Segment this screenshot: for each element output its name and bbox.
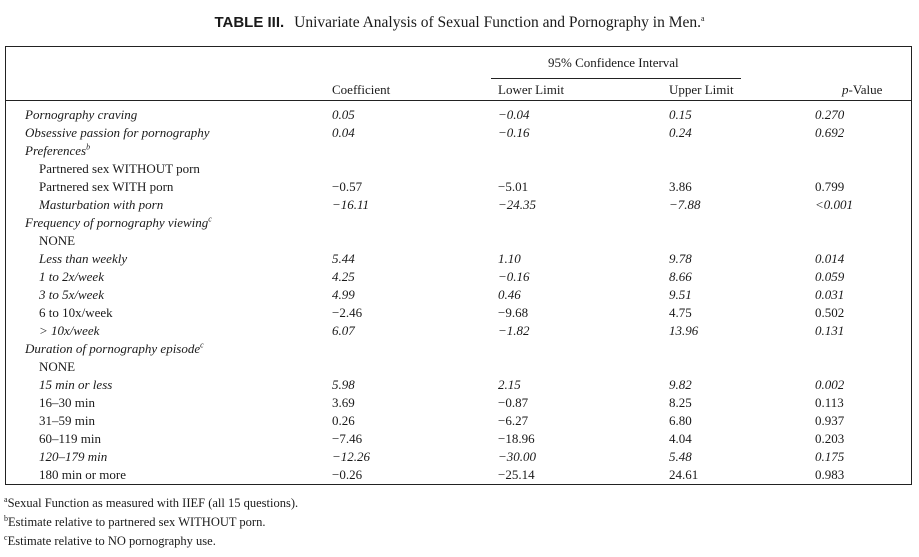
- upper-limit-cell: [669, 124, 692, 142]
- row-label-text: 120–179 min: [39, 449, 108, 465]
- row-label: [25, 106, 137, 124]
- coefficient-cell: [332, 322, 355, 340]
- coefficient-header: Coefficient: [332, 82, 391, 97]
- lower-limit-cell: [498, 178, 528, 196]
- upper-limit-cell-text: 4.04: [669, 431, 692, 447]
- lower-limit-cell-text: −0.04: [498, 107, 530, 122]
- footnote-b: [4, 515, 265, 530]
- row-label: [25, 142, 90, 160]
- lower-limit-cell: [498, 106, 530, 124]
- lower-limit-cell: [498, 430, 535, 448]
- coefficient-cell: [332, 394, 355, 412]
- upper-limit-cell: [669, 196, 701, 214]
- coefficient-cell: [332, 268, 355, 286]
- row-label: [39, 430, 101, 448]
- p-value-cell: [815, 394, 844, 412]
- p-value-cell-text: 0.270: [815, 107, 845, 122]
- row-label: [39, 160, 200, 178]
- upper-limit-cell: [669, 286, 692, 304]
- coefficient-cell-text: 4.99: [332, 287, 355, 303]
- p-value-cell-text: 0.059: [815, 269, 845, 285]
- footnote-c: [4, 534, 216, 549]
- table-title: Univariate Analysis of Sexual Function and Pornography in Men.: [294, 14, 701, 31]
- p-value-cell-text: 0.799: [815, 179, 845, 195]
- footnote-mark: a: [4, 494, 8, 504]
- coefficient-cell: [332, 196, 369, 214]
- footnote-mark: c: [4, 532, 8, 542]
- upper-limit-cell-text: 9.78: [669, 251, 692, 267]
- table-row: [0, 304, 919, 322]
- table-row: [0, 178, 919, 196]
- row-label: [39, 196, 163, 214]
- coefficient-cell-text: 4.25: [332, 269, 355, 285]
- upper-limit-cell-text: 9.51: [669, 287, 692, 303]
- table-row: [0, 160, 919, 178]
- lower-limit-cell-text: −9.68: [498, 305, 529, 321]
- row-label-text: 3 to 5x/week: [39, 287, 104, 303]
- p-value-cell-text: <0.001: [815, 197, 854, 213]
- lower-limit-cell-text: −25.14: [498, 467, 535, 483]
- table-row: [0, 358, 919, 376]
- p-value-cell-text: 0.203: [815, 431, 845, 447]
- row-label-text: 6 to 10x/week: [39, 305, 113, 321]
- lower-limit-cell-text: −0.16: [498, 125, 530, 141]
- table-body: [0, 106, 919, 484]
- row-label-text: 16–30 min: [39, 395, 95, 411]
- p-value-cell: [815, 412, 844, 430]
- footnote-mark: b: [86, 142, 91, 152]
- table-row: [0, 250, 919, 268]
- coefficient-cell-text: 0.26: [332, 413, 355, 429]
- row-label-text: Pornography craving: [25, 107, 138, 122]
- table-row: [0, 340, 919, 358]
- row-label-text: 1 to 2x/week: [39, 269, 104, 285]
- row-label: [39, 394, 95, 412]
- upper-limit-cell: [669, 376, 692, 394]
- lower-limit-cell: [498, 268, 530, 286]
- upper-limit-cell: [669, 448, 692, 466]
- lower-limit-cell-text: −18.96: [498, 431, 535, 447]
- p-value-cell: [815, 376, 844, 394]
- row-label: [25, 340, 204, 358]
- coefficient-cell: [332, 376, 355, 394]
- footnote-mark: c: [208, 214, 212, 224]
- lower-limit-cell: [498, 124, 530, 142]
- coefficient-cell: [332, 448, 370, 466]
- table-row: [0, 430, 919, 448]
- row-label: [25, 124, 210, 142]
- p-value-cell: [815, 466, 844, 484]
- coefficient-cell: [332, 286, 355, 304]
- coefficient-cell-text: −0.57: [332, 179, 363, 195]
- row-label-text: Preferences: [25, 143, 87, 159]
- lower-limit-cell: [498, 466, 535, 484]
- row-label-text: Masturbation with porn: [39, 197, 164, 213]
- lower-limit-cell: [498, 286, 521, 304]
- row-label-text: Obsessive passion for pornography: [25, 125, 210, 141]
- row-label-text: 31–59 min: [39, 413, 95, 429]
- lower-limit-cell: [498, 304, 528, 322]
- p-value-cell: [815, 250, 844, 268]
- footnote-mark: c: [200, 340, 204, 350]
- p-value-cell: [815, 106, 844, 124]
- upper-limit-cell-text: 3.86: [669, 179, 692, 195]
- row-label: [39, 232, 75, 250]
- table-row: [0, 196, 919, 214]
- coefficient-cell-text: 3.69: [332, 395, 355, 411]
- row-label-text: 180 min or more: [39, 467, 127, 483]
- coefficient-cell-text: 0.05: [332, 107, 355, 122]
- ci-group-header: 95% Confidence Interval: [548, 55, 679, 70]
- lower-limit-cell: [498, 250, 521, 268]
- coefficient-cell-text: 0.04: [332, 125, 355, 141]
- p-value-header-p: p: [842, 82, 849, 97]
- table-row: [0, 232, 919, 250]
- upper-limit-cell: [669, 268, 692, 286]
- lower-limit-cell-text: −24.35: [498, 197, 537, 213]
- p-value-cell-text: 0.175: [815, 449, 845, 465]
- coefficient-cell: [332, 124, 355, 142]
- row-label-text: Less than weekly: [39, 251, 128, 267]
- coefficient-cell-text: −12.26: [332, 449, 371, 465]
- table-row: [0, 142, 919, 160]
- p-value-cell-text: 0.937: [815, 413, 845, 429]
- lower-limit-cell-text: 2.15: [498, 377, 521, 393]
- coefficient-cell: [332, 430, 362, 448]
- p-value-cell-text: 0.014: [815, 251, 845, 267]
- row-label: [39, 448, 107, 466]
- p-value-header-rest: -Value: [848, 82, 883, 97]
- row-label: [39, 250, 127, 268]
- upper-limit-cell-text: 9.82: [669, 377, 692, 393]
- row-label: [39, 304, 113, 322]
- row-label: [39, 358, 75, 376]
- row-label: [39, 178, 173, 196]
- footnote-text: Estimate relative to partnered sex WITHOUT porn.: [8, 515, 266, 529]
- lower-limit-cell: [498, 376, 521, 394]
- row-label-text: Frequency of pornography viewing: [25, 215, 209, 231]
- upper-limit-cell: [669, 466, 698, 484]
- upper-limit-cell: [669, 412, 692, 430]
- header-rule: [5, 100, 912, 101]
- coefficient-cell-text: −2.46: [332, 305, 363, 321]
- p-value-cell: [815, 322, 844, 340]
- row-label: [39, 466, 126, 484]
- upper-limit-cell: [669, 178, 692, 196]
- p-value-cell: [815, 430, 844, 448]
- p-value-cell-text: 0.031: [815, 287, 845, 303]
- p-value-cell: [815, 268, 844, 286]
- coefficient-cell-text: 5.44: [332, 251, 355, 267]
- coefficient-cell-text: −0.26: [332, 467, 363, 483]
- upper-limit-cell-text: 0.24: [669, 125, 692, 141]
- p-value-cell-text: 0.131: [815, 323, 845, 339]
- p-value-cell: [815, 448, 844, 466]
- upper-limit-cell-text: −7.88: [669, 197, 701, 213]
- lower-limit-cell-text: −30.00: [498, 449, 537, 465]
- lower-limit-cell-text: −0.87: [498, 395, 529, 411]
- upper-limit-header: Upper Limit: [669, 82, 734, 97]
- ci-group-rule: [491, 78, 741, 79]
- coefficient-cell-text: −16.11: [332, 197, 370, 213]
- p-value-cell: [815, 196, 853, 214]
- p-value-cell-text: 0.002: [815, 377, 845, 393]
- upper-limit-cell: [669, 106, 692, 124]
- lower-limit-cell: [498, 196, 536, 214]
- table-row: [0, 214, 919, 232]
- row-label-text: NONE: [39, 233, 76, 249]
- row-label: [39, 412, 95, 430]
- footnote-text: Estimate relative to NO pornography use.: [7, 534, 216, 548]
- table-row: [0, 376, 919, 394]
- p-value-cell-text: 0.502: [815, 305, 845, 321]
- upper-limit-cell-text: 24.61: [669, 467, 699, 483]
- lower-limit-cell-text: −6.27: [498, 413, 529, 429]
- footnote-text: Sexual Function as measured with IIEF (all 15 questions).: [7, 496, 299, 510]
- p-value-cell: [815, 286, 844, 304]
- upper-limit-cell-text: 13.96: [669, 323, 699, 339]
- lower-limit-cell: [498, 448, 536, 466]
- coefficient-cell-text: −7.46: [332, 431, 363, 447]
- row-label: [39, 268, 104, 286]
- table-label: TABLE III.: [214, 14, 285, 31]
- footnote-a: [4, 496, 298, 511]
- lower-limit-cell-text: −5.01: [498, 179, 529, 195]
- table-caption: [0, 14, 919, 32]
- table-row: [0, 286, 919, 304]
- row-label-text: Partnered sex WITH porn: [39, 179, 174, 195]
- table-row: [0, 466, 919, 484]
- upper-limit-cell: [669, 322, 698, 340]
- p-value-cell: [815, 304, 844, 322]
- table-row: [0, 124, 919, 142]
- coefficient-cell: [332, 106, 355, 124]
- p-value-header: [842, 82, 882, 97]
- table-row: [0, 412, 919, 430]
- p-value-cell-text: 0.692: [815, 125, 845, 141]
- upper-limit-cell: [669, 430, 692, 448]
- table-row: [0, 322, 919, 340]
- coefficient-cell: [332, 412, 355, 430]
- upper-limit-cell-text: 5.48: [669, 449, 692, 465]
- row-label-text: Partnered sex WITHOUT porn: [39, 161, 200, 177]
- lower-limit-cell-text: 1.10: [498, 251, 521, 267]
- upper-limit-cell-text: 0.15: [669, 107, 692, 122]
- row-label-text: > 10x/week: [39, 323, 100, 339]
- upper-limit-cell-text: 6.80: [669, 413, 692, 429]
- row-label-text: NONE: [39, 359, 76, 375]
- row-label: [39, 376, 112, 394]
- row-label-text: 15 min or less: [39, 377, 113, 393]
- upper-limit-cell-text: 8.66: [669, 269, 692, 285]
- row-label-text: Duration of pornography episode: [25, 341, 201, 357]
- lower-limit-cell: [498, 394, 528, 412]
- lower-limit-header: Lower Limit: [498, 82, 565, 97]
- caption-footnote-mark: a: [701, 13, 705, 23]
- row-label: [25, 214, 212, 232]
- table-row: [0, 106, 919, 124]
- lower-limit-cell: [498, 412, 528, 430]
- upper-limit-cell-text: 4.75: [669, 305, 692, 321]
- p-value-cell-text: 0.113: [815, 395, 844, 411]
- p-value-cell: [815, 178, 844, 196]
- lower-limit-cell-text: −0.16: [498, 269, 530, 285]
- row-label: [39, 322, 99, 340]
- upper-limit-cell: [669, 304, 692, 322]
- lower-limit-cell-text: 0.46: [498, 287, 521, 303]
- footnote-mark: b: [4, 513, 8, 523]
- coefficient-cell: [332, 250, 355, 268]
- coefficient-cell: [332, 466, 362, 484]
- row-label: [39, 286, 104, 304]
- lower-limit-cell-text: −1.82: [498, 323, 530, 339]
- upper-limit-cell: [669, 394, 692, 412]
- coefficient-cell-text: 5.98: [332, 377, 355, 393]
- p-value-cell-text: 0.983: [815, 467, 845, 483]
- upper-limit-cell-text: 8.25: [669, 395, 692, 411]
- table-row: [0, 394, 919, 412]
- coefficient-cell-text: 6.07: [332, 323, 355, 339]
- table-row: [0, 448, 919, 466]
- coefficient-cell: [332, 304, 362, 322]
- table-row: [0, 268, 919, 286]
- coefficient-cell: [332, 178, 362, 196]
- row-label-text: 60–119 min: [39, 431, 101, 447]
- p-value-cell: [815, 124, 844, 142]
- lower-limit-cell: [498, 322, 530, 340]
- upper-limit-cell: [669, 250, 692, 268]
